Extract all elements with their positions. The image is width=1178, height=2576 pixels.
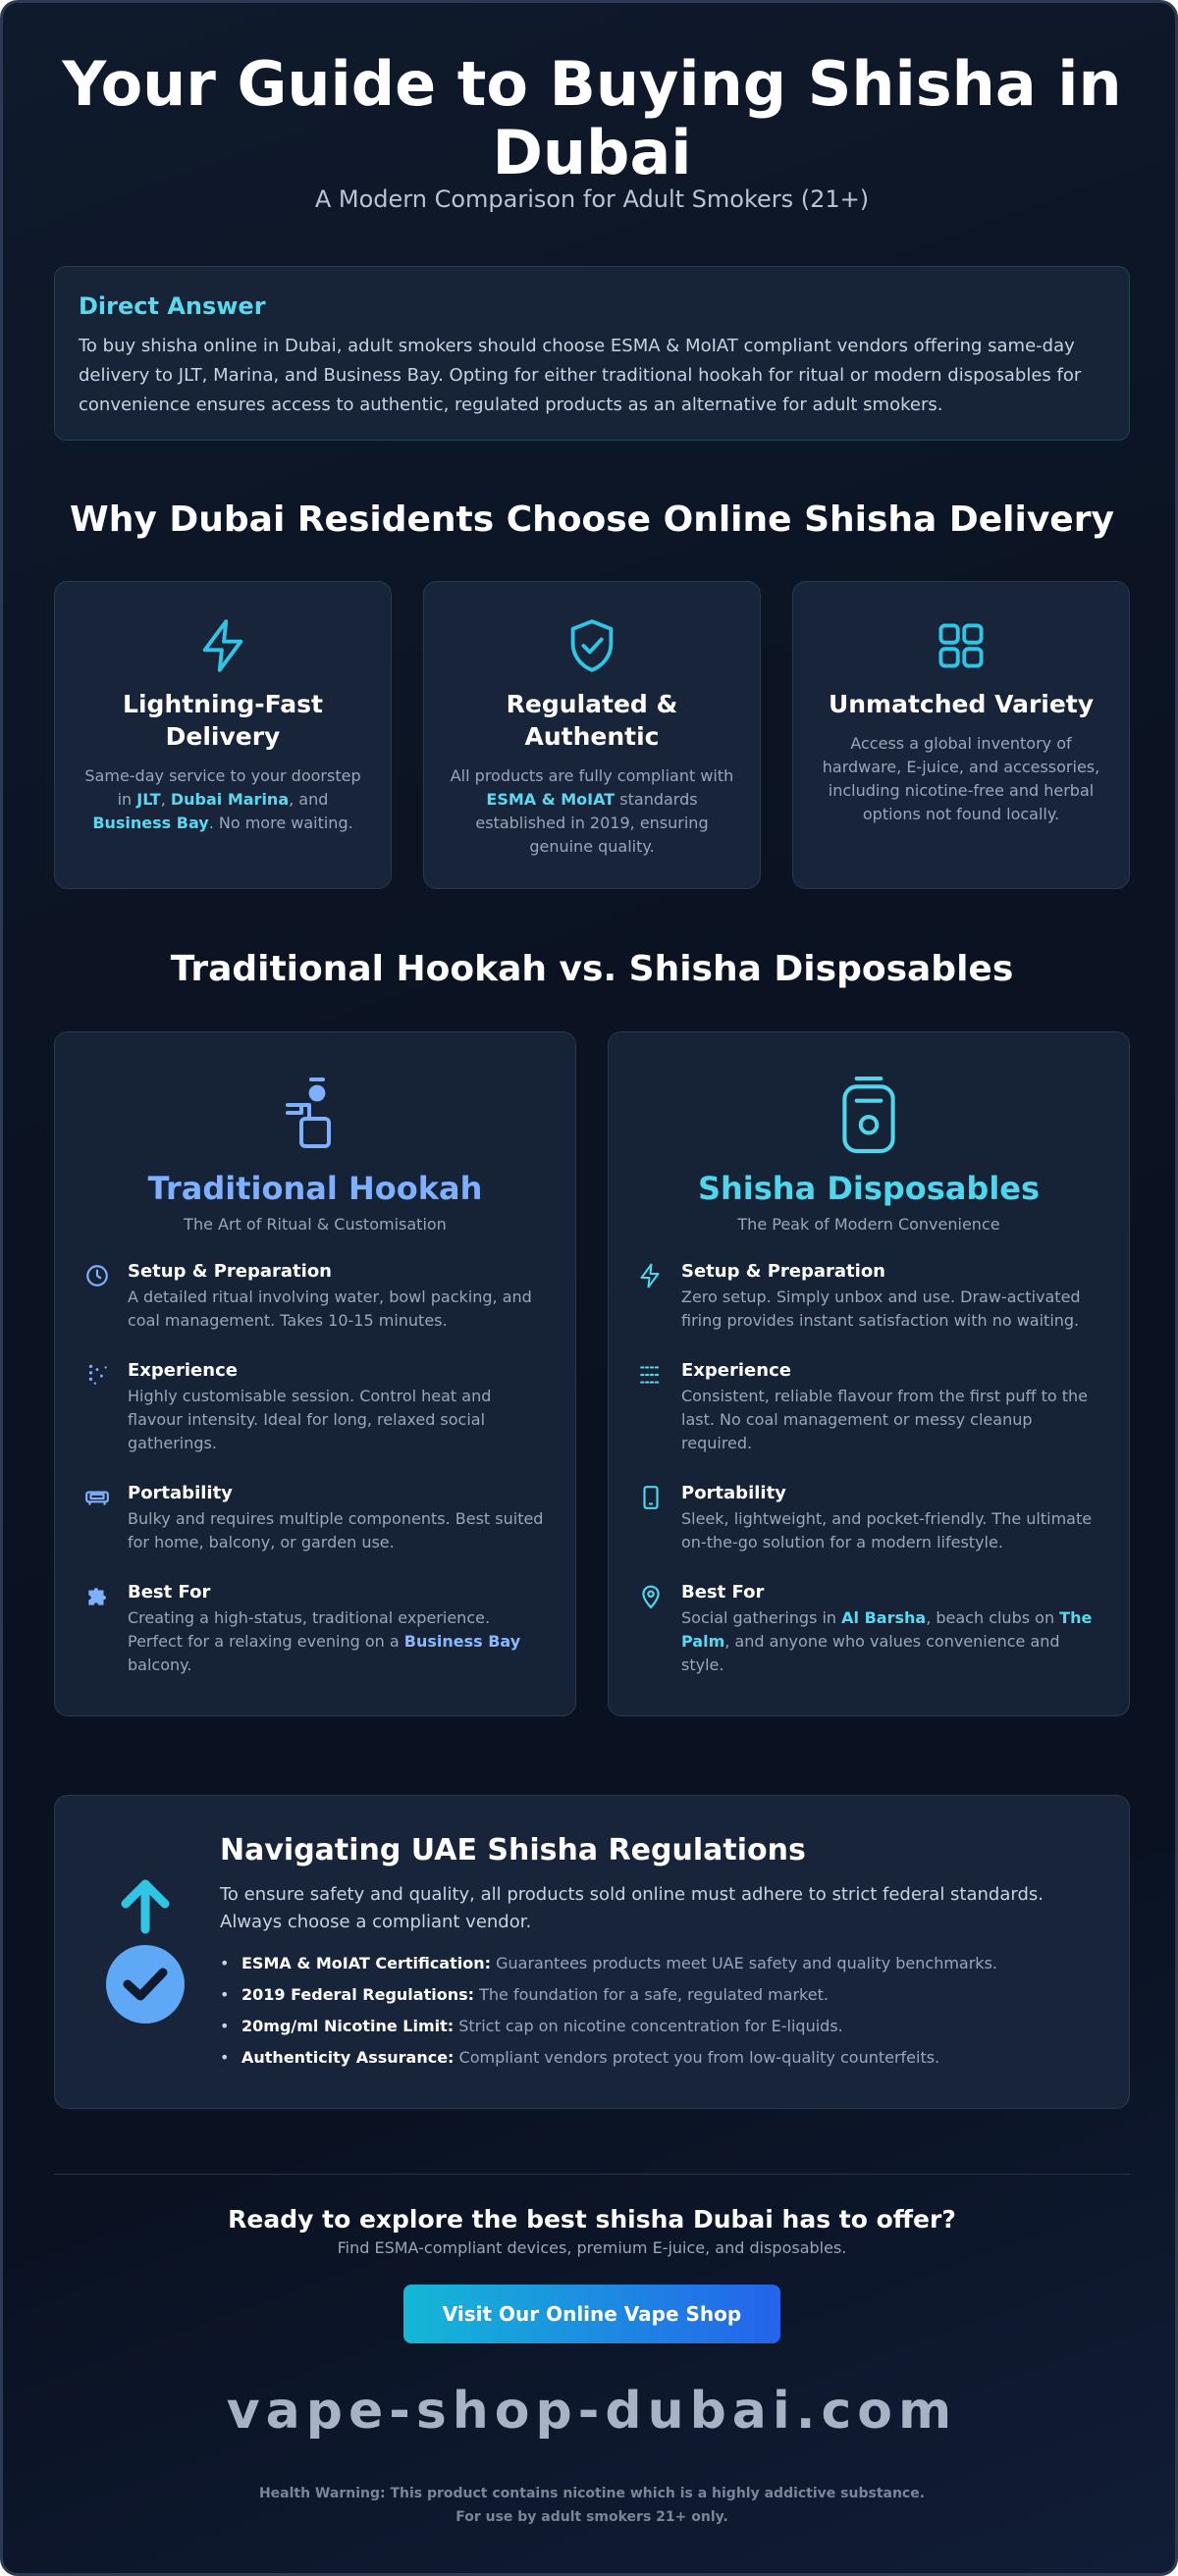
comparison-section-title: Traditional Hookah vs. Shisha Disposables [170, 949, 1014, 989]
list-item [638, 1483, 1099, 1554]
feature-text: All products are fully compliant with ESMA & MoIAT standards established in 2019, ensuring genuine quality. [450, 766, 734, 856]
list-item [638, 1261, 1099, 1333]
disposable-title: Shisha Disposables [697, 1170, 1041, 1207]
row-heading: Experience [128, 1360, 238, 1381]
row-heading: Best For [128, 1582, 211, 1603]
list-item [84, 1483, 546, 1554]
list-item: • 20mg/ml Nicotine Limit: Strict cap on nicotine concentration for E-liquids. [220, 2011, 1103, 2042]
row-text: Creating a high-status, traditional experience. Perfect for a relaxing evening on a Business Bay balcony. [128, 1608, 521, 1674]
list-item [84, 1261, 546, 1333]
row-text: Highly customisable session. Control heat and flavour intensity. Ideal for long, relaxed social gatherings. [128, 1387, 492, 1452]
clock-icon [84, 1261, 114, 1333]
row-text: Social gatherings in Al Barsha, beach clubs on The Palm, and anyone who values convenience and style. [681, 1608, 1093, 1674]
direct-answer-box [54, 266, 1130, 441]
direct-answer-heading: Direct Answer [79, 292, 266, 320]
feature-title: Regulated & Authentic [506, 690, 678, 751]
row-text: A detailed ritual involving water, bowl packing, and coal management. Takes 10-15 minutes. [128, 1288, 532, 1330]
visit-shop-button[interactable]: Visit Our Online Vape Shop [403, 2285, 780, 2343]
why-section-title: Why Dubai Residents Choose Online Shisha Delivery [70, 499, 1114, 540]
regulations-list [220, 1948, 1103, 2074]
health-warning [3, 2482, 1178, 2529]
list-item: • Authenticity Assurance: Compliant vendors protect you from low-quality counterfeits. [220, 2042, 1103, 2074]
list-item: • ESMA & MoIAT Certification: Guarantees products meet UAE safety and quality benchmarks. [220, 1948, 1103, 1979]
hookah-icon [84, 1076, 546, 1154]
feature-title: Lightning-Fast Delivery [123, 690, 323, 751]
disposable-tagline: The Peak of Modern Convenience [737, 1215, 1000, 1234]
divider [54, 2174, 1130, 2175]
row-text: Sleek, lightweight, and pocket-friendly. The ultimate on-the-go solution for a modern lifestyle. [681, 1509, 1093, 1551]
upload-check-icon [100, 1874, 190, 2041]
lightning-icon [80, 617, 365, 674]
row-heading: Portability [681, 1483, 786, 1503]
list-item: • 2019 Federal Regulations: The foundation for a safe, regulated market. [220, 1979, 1103, 2011]
wind-icon [638, 1360, 668, 1455]
feature-card-variety [792, 581, 1130, 889]
regulations-title: Navigating UAE Shisha Regulations [220, 1833, 806, 1867]
feature-card-delivery [54, 581, 392, 889]
row-heading: Experience [681, 1360, 791, 1381]
warning-line: For use by adult smokers 21+ only. [455, 2509, 728, 2525]
puzzle-icon [84, 1582, 114, 1677]
list-item [84, 1360, 546, 1455]
regulations-intro: To ensure safety and quality, all products sold online must adhere to strict federal standards. Always choose a compliant vendor. [220, 1884, 1044, 1932]
row-heading: Best For [681, 1582, 765, 1603]
feature-title: Unmatched Variety [828, 690, 1095, 718]
lightning-icon [638, 1261, 668, 1333]
row-text: Bulky and requires multiple components. Best suited for home, balcony, or garden use. [128, 1509, 544, 1551]
cta-subtitle: Find ESMA-compliant devices, premium E-juice, and disposables. [337, 2238, 847, 2257]
list-item [638, 1360, 1099, 1455]
page-title: Your Guide to Buying Shisha in Dubai [62, 48, 1122, 188]
cta-title: Ready to explore the best shisha Dubai has to offer? [228, 2205, 956, 2234]
hookah-tagline: The Art of Ritual & Customisation [184, 1215, 447, 1234]
row-heading: Portability [128, 1483, 233, 1503]
list-item [638, 1582, 1099, 1677]
row-heading: Setup & Preparation [128, 1261, 332, 1282]
disposable-card [608, 1031, 1130, 1716]
row-text: Consistent, reliable flavour from the first puff to the last. No coal management or messy cleanup required. [681, 1387, 1088, 1452]
phone-icon [638, 1483, 668, 1554]
row-heading: Setup & Preparation [681, 1261, 885, 1282]
feature-text: Same-day service to your doorstep in JLT, Dubai Marina, and Business Bay. No more waiting. [84, 766, 361, 832]
sparkles-icon [84, 1360, 114, 1455]
feature-text: Access a global inventory of hardware, E-juice, and accessories, including nicotine-free and herbal options not found locally. [822, 734, 1100, 823]
couch-icon [84, 1483, 114, 1554]
grid-icon [819, 617, 1103, 674]
hookah-title: Traditional Hookah [147, 1170, 483, 1207]
disposable-vape-icon [638, 1076, 1099, 1154]
page-subtitle: A Modern Comparison for Adult Smokers (21+) [314, 185, 870, 213]
feature-card-regulated [423, 581, 761, 889]
map-pin-icon [638, 1582, 668, 1677]
warning-line: Health Warning: This product contains nicotine which is a highly addictive substance. [258, 2486, 926, 2501]
direct-answer-text: To buy shisha online in Dubai, adult smokers should choose ESMA & MoIAT compliant vendors offering same-day delivery to JLT, Marina, and Business Bay. Opting for either traditional hookah for ritual or modern disposables for convenience ensures access to authentic, regulated products as an alternative for adult smokers. [79, 336, 1082, 415]
row-text: Zero setup. Simply unbox and use. Draw-activated firing provides instant satisfaction with no waiting. [681, 1288, 1081, 1330]
regulations-box [54, 1795, 1130, 2109]
shield-check-icon [450, 617, 734, 674]
site-domain[interactable]: vape-shop-dubai.com [226, 2382, 958, 2441]
list-item [84, 1582, 546, 1677]
hookah-card [54, 1031, 576, 1716]
